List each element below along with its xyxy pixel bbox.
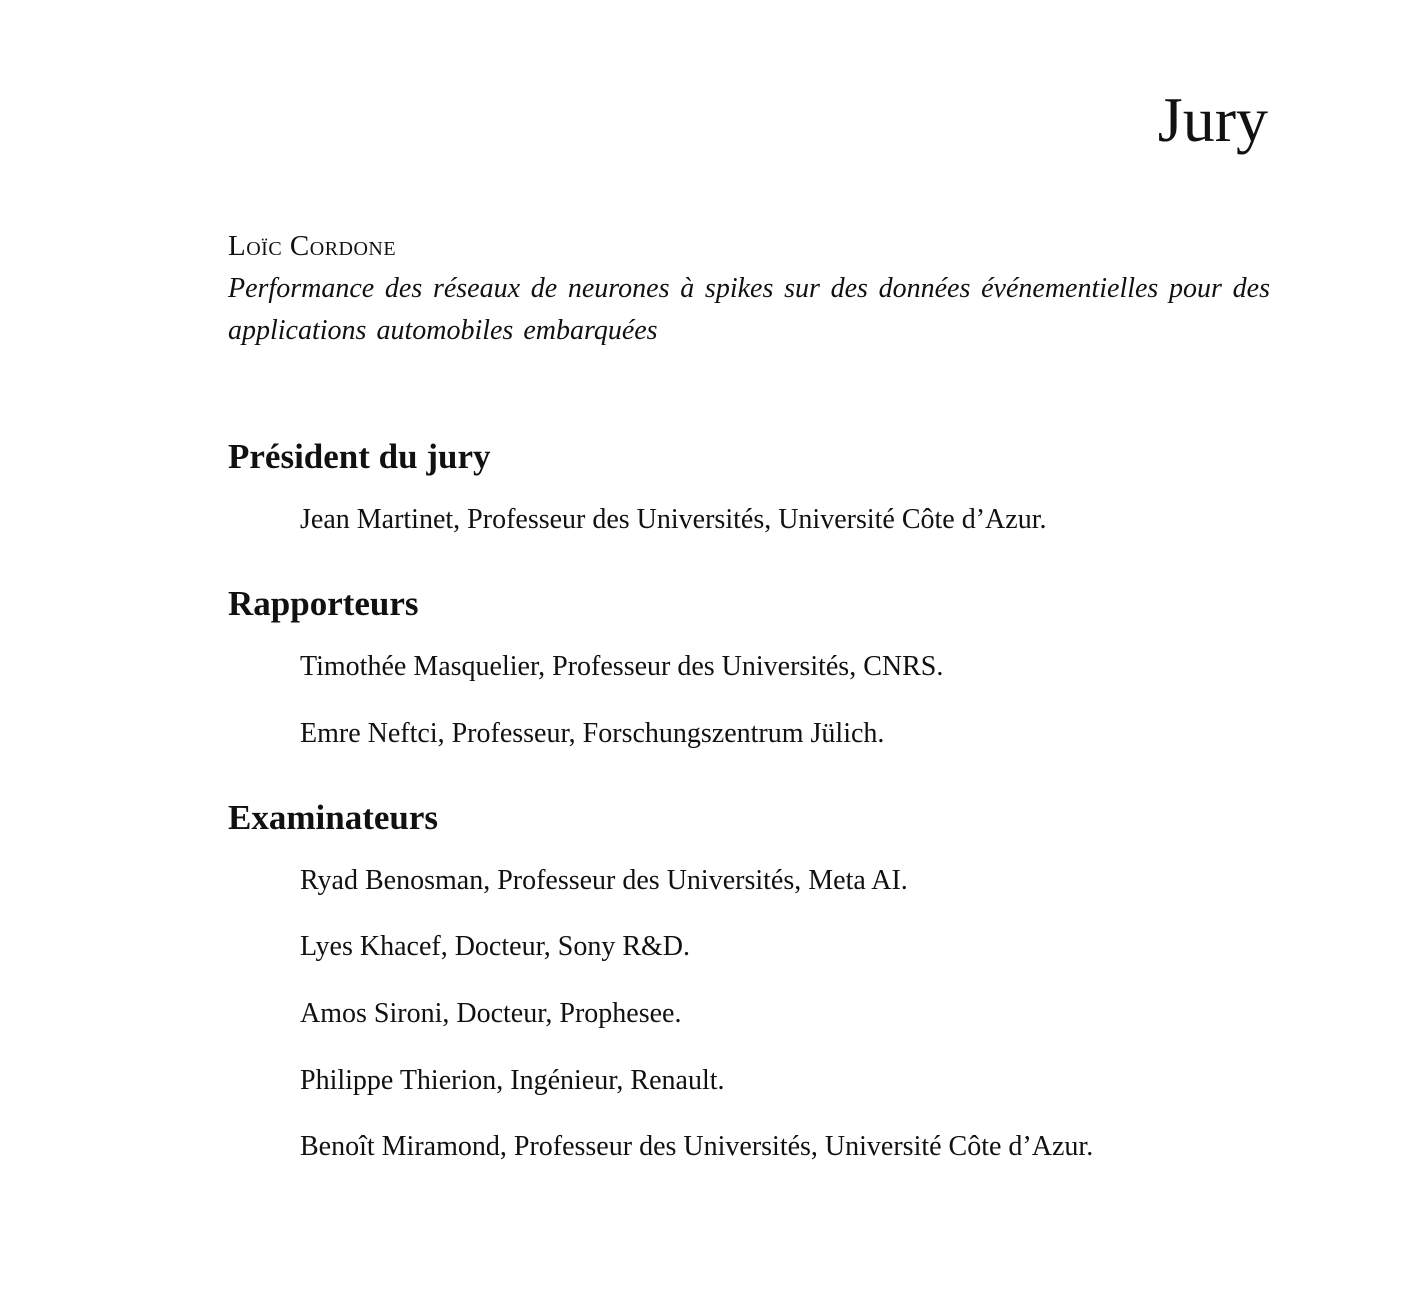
chapter-title: Jury [1157, 84, 1268, 155]
section-heading-rapporteurs: Rapporteurs [228, 584, 419, 623]
jury-member-rapporteur: Emre Neftci, Professeur, Forschungszentrum Jülich. [300, 718, 885, 749]
jury-member-rapporteur: Timothée Masquelier, Professeur des Universités, CNRS. [300, 651, 944, 682]
jury-member-president: Jean Martinet, Professeur des Universités, Université Côte d’Azur. [300, 504, 1047, 535]
jury-member-examinateur: Benoît Miramond, Professeur des Universités, Université Côte d’Azur. [300, 1131, 1094, 1162]
jury-member-examinateur: Philippe Thierion, Ingénieur, Renault. [300, 1065, 725, 1096]
jury-member-examinateur: Lyes Khacef, Docteur, Sony R&D. [300, 931, 691, 962]
jury-member-examinateur: Amos Sironi, Docteur, Prophesee. [300, 998, 682, 1029]
section-heading-examinateurs: Examinateurs [228, 798, 438, 837]
thesis-title: Performance des réseaux de neurones à spikes sur des données événementielles pour des applications automobiles embarquées [228, 273, 1270, 346]
jury-member-examinateur: Ryad Benosman, Professeur des Universités, Meta AI. [300, 865, 908, 896]
thesis-author: Loïc Cordone [228, 230, 397, 262]
section-heading-president: Président du jury [228, 437, 491, 476]
